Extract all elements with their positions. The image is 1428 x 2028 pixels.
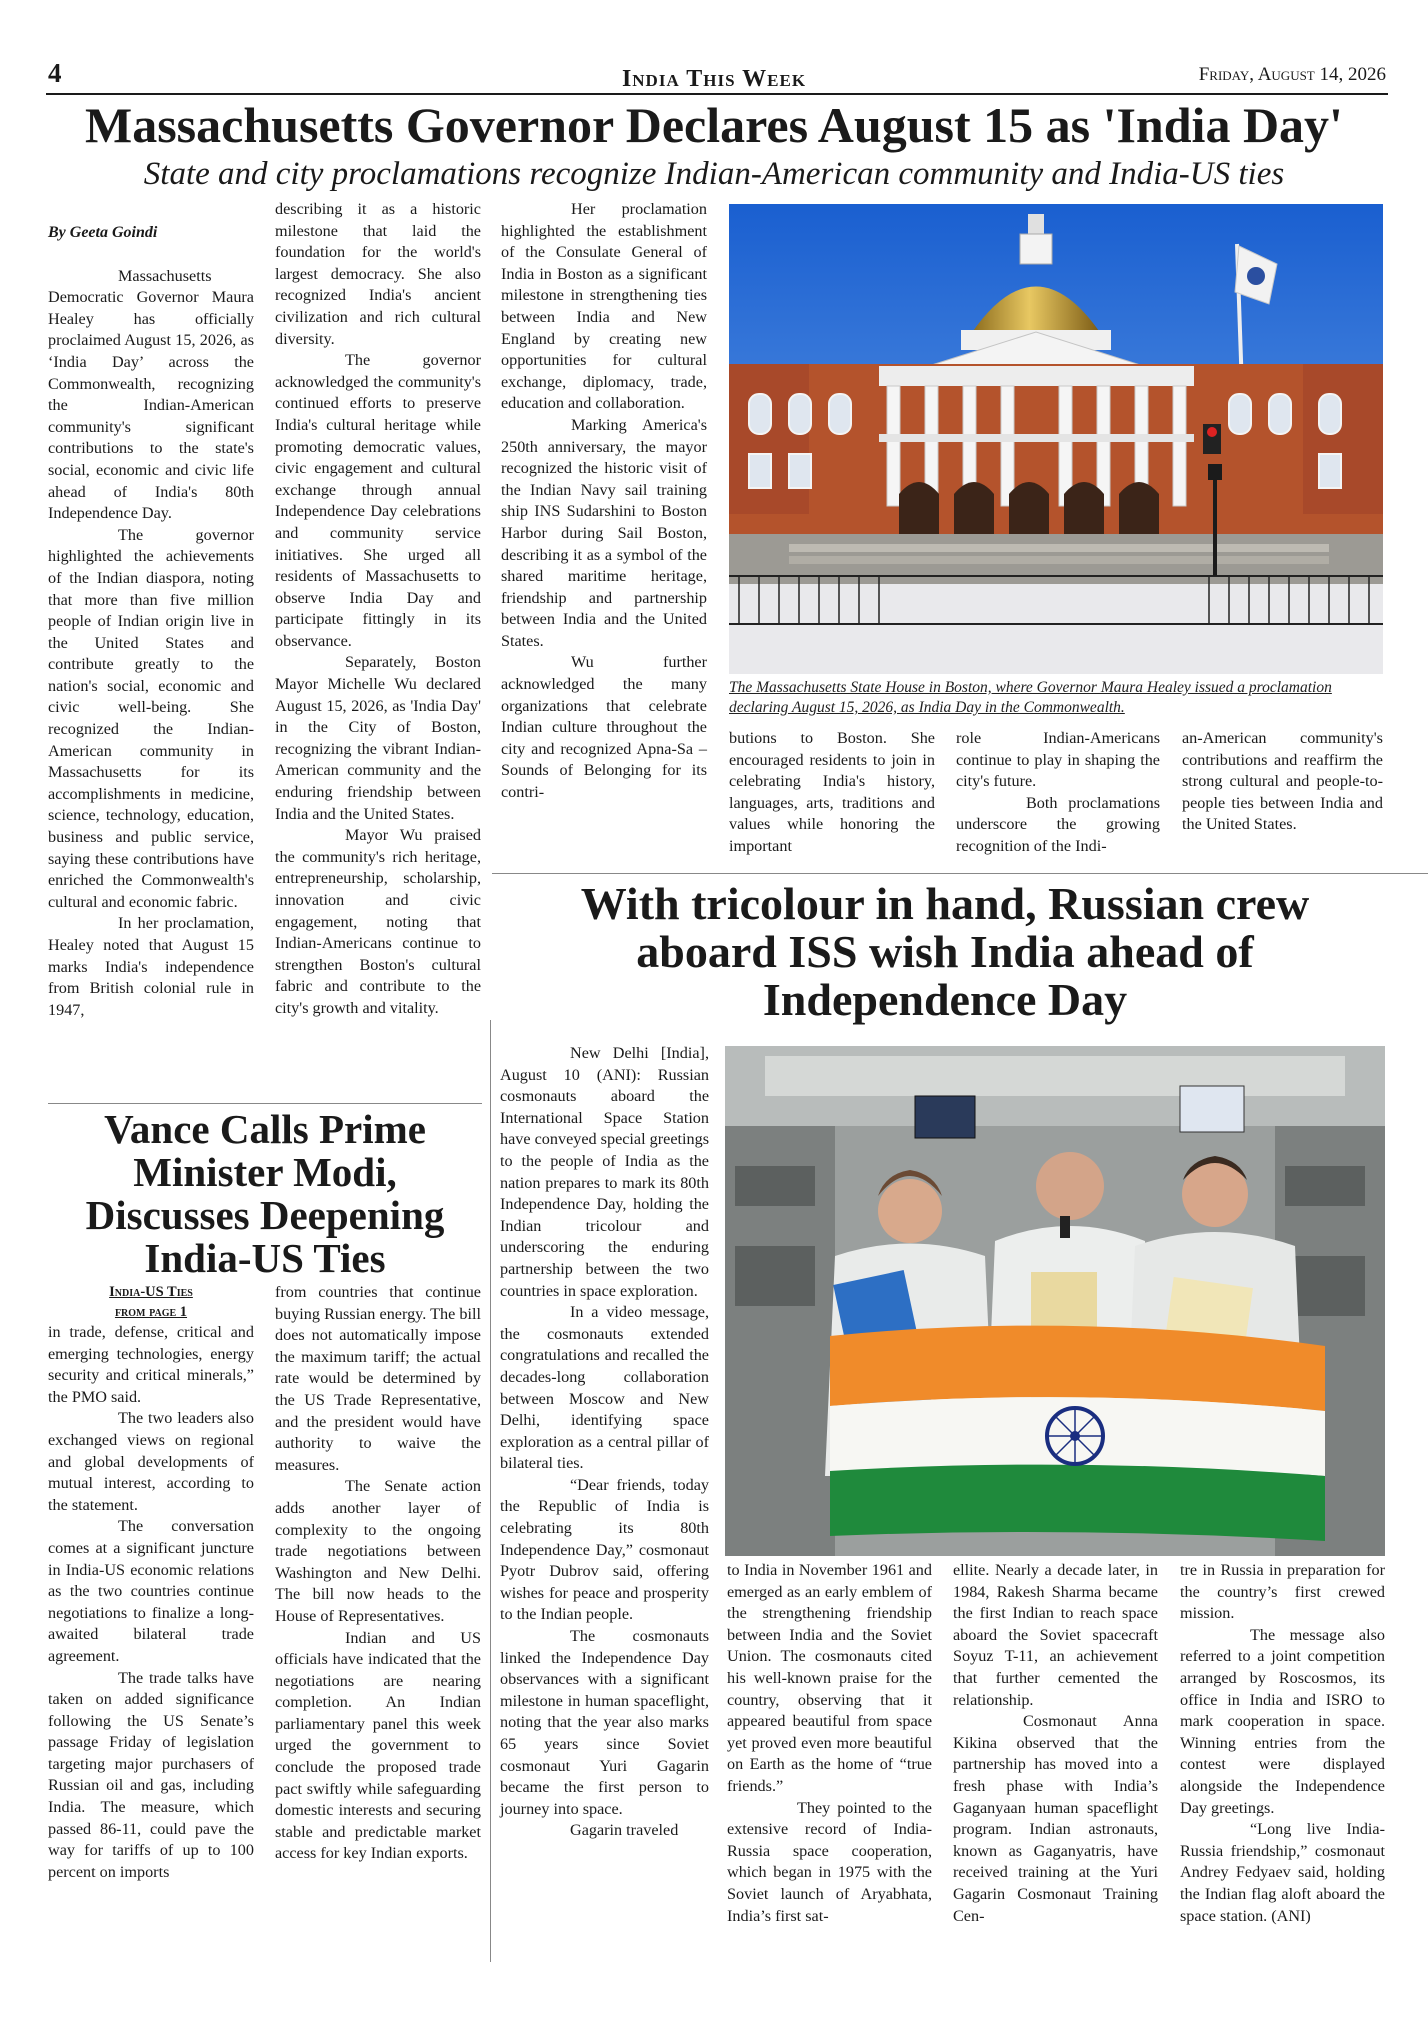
paragraph: describing it as a historic milestone that laid the foundation for the world's largest democracy. She also recognized India's ancient civilization and rich cultural diversity. — [275, 200, 481, 348]
story3-column-1 — [500, 1043, 709, 1842]
paragraph: Separately, Boston Mayor Michelle Wu declared August 15, 2026, as 'India Day' in the City of Boston, recognizing the vibrant Indian-American community and the enduring friendship between India and the United States. — [275, 653, 481, 823]
paragraph: The two leaders also exchanged views on regional and global developments of mutual interest, according to the statement. — [48, 1409, 254, 1514]
paragraph: butions to Boston. She encouraged residents to join in celebrating India's history, languages, arts, traditions and values while honoring the important — [729, 729, 935, 855]
story2-column-1 — [48, 1282, 254, 1883]
paragraph: Her proclamation highlighted the establishment of the Consulate General of India in Boston as a significant milestone in strengthening ties between India and New England by creating new opportunities for cultural exchange, diplomacy, trade, education and collaboration. — [501, 200, 707, 413]
paragraph: Cosmonaut Anna Kikina observed that the partnership has moved into a fresh phase with India’s Gaganyaan human spaceflight program. Indian astronauts, known as Gaganyatris, have received training at the Yuri Gagarin Cosmonaut Training Cen- — [953, 1712, 1158, 1925]
paragraph: In her proclamation, Healey noted that August 15 marks India's independence from British colonial rule in 1947, — [48, 914, 254, 1019]
paragraph: in trade, defense, critical and emerging technologies, energy security and critical minerals,” the PMO said. — [48, 1323, 254, 1406]
issue-date: Friday, August 14, 2026 — [1198, 64, 1386, 85]
story3-column-2 — [727, 1560, 932, 1927]
iss-headline: With tricolour in hand, Russian crew aboard ISS wish India ahead of Independence Day — [580, 878, 1310, 1025]
paragraph: Gagarin traveled — [570, 1821, 679, 1840]
paragraph: Massachusetts Democratic Governor Maura Healey has officially proclaimed August 15, 2026, as ‘India Day’ across the Commonwealth, recognizing the Indian-American community's significant contributions to the state's social, economic and civic life ahead of India's 80th Independence Day. — [48, 266, 254, 523]
story1-column-1 — [48, 222, 254, 1021]
column-rule — [490, 1020, 491, 1962]
story3-column-4 — [1180, 1560, 1385, 1927]
state-house-photo — [729, 204, 1383, 674]
vance-headline: Vance Calls Prime Minister Modi, Discusses Deepening India-US Ties — [85, 1106, 445, 1281]
jump-label-page: from page 1 — [114, 1304, 188, 1320]
byline: By Geeta Goindi — [48, 224, 158, 241]
story1-column-3 — [501, 199, 707, 804]
paragraph: Mayor Wu praised the community's rich heritage, entrepreneurship, scholarship, innovation and civic engagement, noting that Indian-Americans continue to strengthen Boston's cultural fabric and contribute to the city's growth and vitality. — [275, 826, 481, 1017]
paragraph: The governor highlighted the achievements of the Indian diaspora, noting that more than five million people of Indian origin live in the United States and contribute greatly to the nation's social, economic and civic well-being. She recognized the Indian-American community in Massachusetts for its accomplishments in medicine, science, technology, education, business and public service, saying these contributions have enriched the Commonwealth's cultural and economic fabric. — [48, 525, 254, 911]
story1-column-5 — [956, 728, 1160, 858]
masthead-rule — [46, 93, 1388, 95]
story2-column-2 — [275, 1282, 481, 1865]
paragraph: They pointed to the extensive record of India-Russia space cooperation, which began in 1975 with the Soviet launch of Aryabhata, India’s first sat- — [727, 1798, 932, 1925]
paragraph: The governor acknowledged the community's continued efforts to preserve India's cultural heritage while promoting democratic values, civic engagement and cultural exchange through annual Independence Day celebrations and community service initiatives. She urged all residents of Massachusetts to observe India Day and participate fittingly in its observance. — [275, 351, 481, 650]
jump-label: India-US Ties — [109, 1284, 193, 1300]
publication-name: India This Week — [621, 66, 807, 92]
iss-crew-photo — [725, 1046, 1385, 1556]
paragraph: tre in Russia in preparation for the country’s first crewed mission. — [1180, 1561, 1385, 1623]
paragraph: The message also referred to a joint competition arranged by Roscosmos, its office in India and ISRO to mark cooperation in space. Winning entries from the contest were displayed alongside the Independence Day greetings. — [1180, 1625, 1385, 1817]
paragraph: In a video message, the cosmonauts extended congratulations and recalled the decades-long collaboration between Moscow and New Delhi, identifying space exploration as a central pillar of bilateral ties. — [500, 1303, 709, 1473]
page-number: 4 — [48, 58, 62, 88]
paragraph: New Delhi [India], August 10 (ANI): Russian cosmonauts aboard the International Space Station have conveyed special greetings to the people of India as the nation prepares to mark its 80th Independence Day, holding the Indian tricolour and underscoring the enduring partnership between the two countries in space exploration. — [500, 1044, 709, 1300]
paragraph: ellite. Nearly a decade later, in 1984, Rakesh Sharma became the first Indian to reach space aboard the Soviet spacecraft Soyuz T-11, an achievement that further cemented the relationship. — [953, 1561, 1158, 1709]
story1-column-6 — [1182, 728, 1383, 836]
paragraph: The trade talks have taken on added significance following the US Senate’s passage Friday of legislation targeting major purchasers of Russian oil and gas, including India. The measure, which passed 86-11, could pave the way for tariffs of up to 100 percent on imports — [48, 1668, 254, 1881]
state-house-caption: The Massachusetts State House in Boston, where Governor Maura Healey issued a proclamation declaring August 15, 2026, as India Day in the Commonwealth. — [729, 679, 1332, 716]
paragraph: “Dear friends, today the Republic of India is celebrating its 80th Independence Day,” cosmonaut Pyotr Dubrov said, offering wishes for peace and prosperity to the Indian people. — [500, 1475, 709, 1624]
paragraph: “Long live India-Russia friendship,” cosmonaut Andrey Fedyaev said, holding the Indian flag aloft aboard the space station. (ANI) — [1180, 1820, 1385, 1925]
story3-column-3 — [953, 1560, 1158, 1927]
paragraph: Both proclamations underscore the growing recognition of the Indi- — [956, 793, 1160, 855]
paragraph: an-American community's contributions and reaffirm the strong cultural and people-to-people ties between India and the United States. — [1182, 729, 1383, 834]
paragraph: Marking America's 250th anniversary, the mayor recognized the historic visit of the Indian Navy sail training ship INS Sudarshini to Boston Harbor during Sail Boston, describing it as a symbol of the shared maritime heritage, friendship and partnership between India and the United States. — [501, 415, 707, 650]
paragraph: Indian and US officials have indicated that the negotiations are nearing completion. An Indian parliamentary panel this week urged the government to conclude the proposed trade pact swiftly while safeguarding domestic interests and securing stable and predictable market access for key Indian exports. — [275, 1628, 481, 1863]
paragraph: The Senate action adds another layer of complexity to the ongoing trade negotiations between Washington and New Delhi. The bill now heads to the House of Representatives. — [275, 1477, 481, 1625]
section-rule — [492, 873, 1428, 874]
paragraph: from countries that continue buying Russian energy. The bill does not automatically impose the maximum tariff; the actual rate would be determined by the US Trade Representative, and the president would have authority to waive the measures. — [275, 1283, 481, 1474]
paragraph: Wu further acknowledged the many organizations that celebrate Indian culture throughout the city and recognized Apna-Sa – Sounds of Belonging for its contri- — [501, 653, 707, 802]
lead-headline: Massachusetts Governor Declares August 15 as 'India Day' — [85, 97, 1343, 153]
paragraph: role Indian-Americans continue to play in shaping the city's future. — [956, 729, 1160, 791]
story1-column-4 — [729, 728, 935, 858]
paragraph: The cosmonauts linked the Independence Day observances with a significant milestone in human spaceflight, noting that the year also marks 65 years since Soviet cosmonaut Yuri Gagarin became the first person to journey into space. — [500, 1627, 709, 1818]
paragraph: to India in November 1961 and emerged as an early emblem of the strengthening friendship between India and the Soviet Union. The cosmonauts cited his well-known praise for the country, observing that it appeared beautiful from space yet proved even more beautiful on Earth as the home of “true friends.” — [727, 1561, 932, 1795]
section-rule — [48, 1103, 482, 1104]
lead-subheadline: State and city proclamations recognize Indian-American community and India-US ties — [143, 156, 1285, 192]
paragraph: The conversation comes at a significant juncture in India-US economic relations as the two countries continue negotiations to finalize a long-awaited bilateral trade agreement. — [48, 1517, 254, 1665]
story1-column-2 — [275, 199, 481, 1020]
